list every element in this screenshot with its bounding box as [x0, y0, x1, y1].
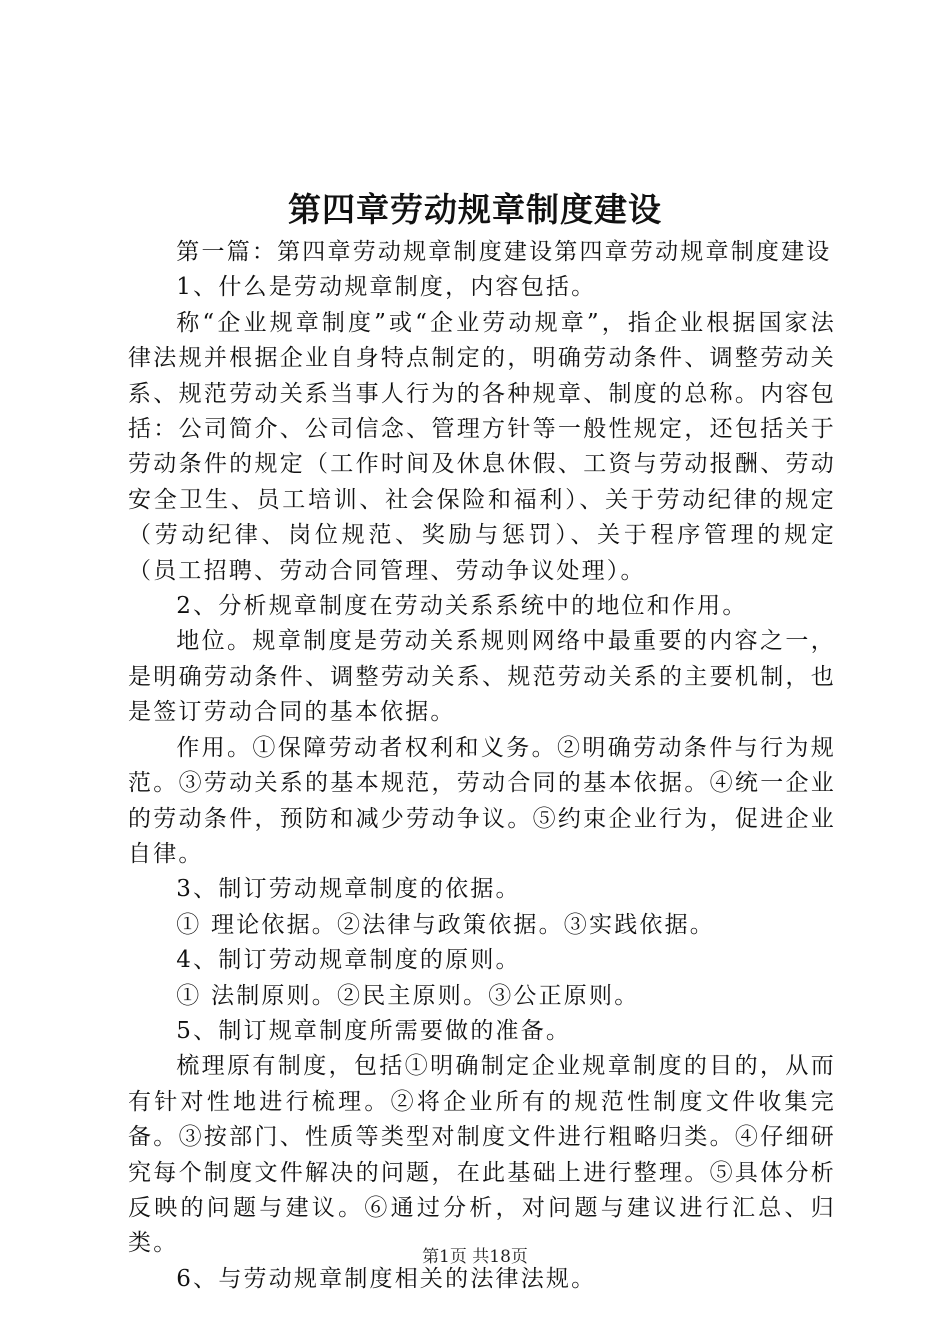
paragraph-q1-answer: 称“企业规章制度”或“企业劳动规章”，指企业根据国家法律法规并根据企业自身特点制定的，明确劳动条件、调整劳动关系、规范劳动关系当事人行为的各种规章、制度的总称。内容包括：公司简介、公司信念、管理方针等一般性规定，还包括关于劳动条件的规定（工作时间及休息休假、工资与劳动报酬、劳动安全卫生、员工培训、社会保险和福利）、关于劳动纪律的规定（劳动纪律、岗位规范、奖励与惩罚）、关于程序管理的规定（员工招聘、劳动合同管理、劳动争议处理）。: [128, 309, 836, 584]
document-body: [128, 235, 836, 1297]
paragraph-q2-function: 作用。①保障劳动者权利和义务。②明确劳动条件与行为规范。③劳动关系的基本规范，劳动合同的基本依据。④统一企业的劳动条件，预防和减少劳动争议。⑤约束企业行为，促进企业自律。: [128, 734, 836, 867]
page-number-footer: 第1页 共18页: [422, 1247, 528, 1267]
paragraph-q4-answer: ① 法制原则。②民主原则。③公正原则。: [176, 982, 640, 1009]
page-title: 第四章劳动规章制度建设: [288, 190, 662, 229]
paragraph-q4-heading: 4、制订劳动规章制度的原则。: [176, 947, 521, 974]
paragraph-q3-heading: 3、制订劳动规章制度的依据。: [176, 876, 521, 903]
paragraph-q2-status: 地位。规章制度是劳动关系规则网络中最重要的内容之一，是明确劳动条件、调整劳动关系、规范劳动关系的主要机制，也是签订劳动合同的基本依据。: [128, 628, 836, 726]
paragraph-q1-heading: 1、什么是劳动规章制度，内容包括。: [176, 274, 597, 301]
paragraph-q2-heading: 2、分析规章制度在劳动关系系统中的地位和作用。: [176, 593, 748, 620]
paragraph-q3-answer: ① 理论依据。②法律与政策依据。③实践依据。: [176, 911, 716, 938]
paragraph-q5-heading: 5、制订规章制度所需要做的准备。: [176, 1017, 572, 1044]
paragraph-q5-answer: 梳理原有制度，包括①明确制定企业规章制度的目的，从而有针对性地进行梳理。②将企业所有的规范性制度文件收集完备。③按部门、性质等类型对制度文件进行粗略归类。④仔细研究每个制度文件解决的问题，在此基础上进行整理。⑤具体分析反映的问题与建议。⑥通过分析，对问题与建议进行汇总、归类。: [128, 1053, 836, 1257]
paragraph-q6-heading: 6、与劳动规章制度相关的法律法规。: [176, 1265, 597, 1292]
paragraph-intro: 第一篇：第四章劳动规章制度建设第四章劳动规章制度建设: [176, 239, 832, 265]
